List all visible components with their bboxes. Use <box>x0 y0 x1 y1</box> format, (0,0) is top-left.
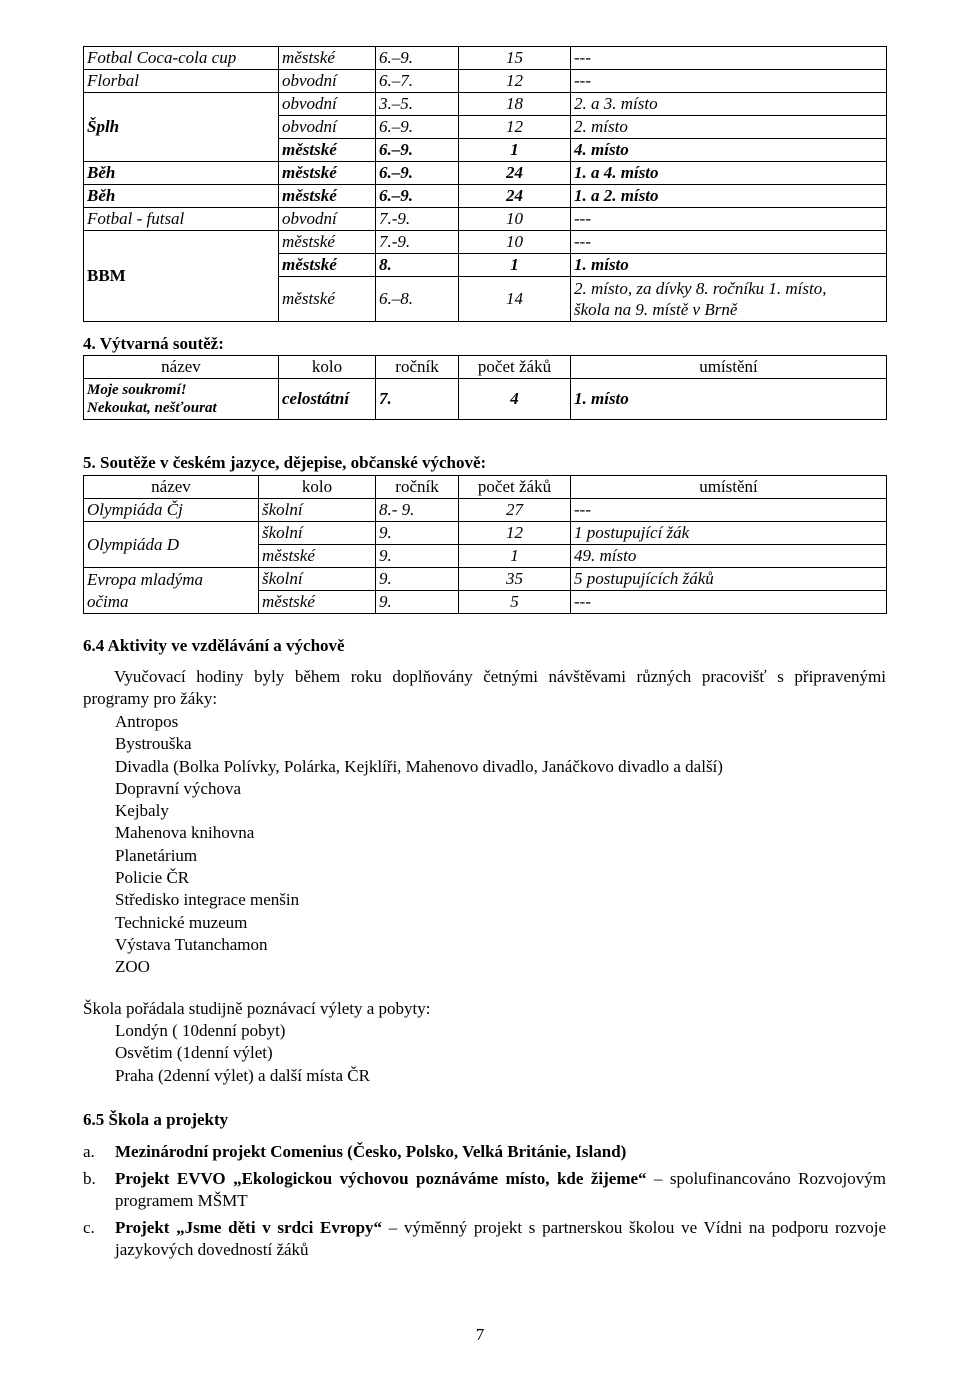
cell-umisteni: 4. místo <box>571 139 887 162</box>
project-description: – výměnný projekt s partnerskou školou ve Vídni na podporu rozvoje jazykových dovedností žáků <box>115 1218 886 1259</box>
activities-list <box>115 711 723 979</box>
table-header-row <box>84 356 887 379</box>
cell-pocet: 12 <box>459 522 571 545</box>
cell-kolo: městské <box>279 139 376 162</box>
cell-rocnik: 6.–9. <box>376 47 459 70</box>
list-item: Londýn ( 10denní pobyt) <box>115 1021 286 1040</box>
header-kolo: kolo <box>279 356 376 379</box>
cell-pocet: 4 <box>459 379 571 420</box>
cell-pocet: 5 <box>459 591 571 614</box>
list-item <box>83 1217 886 1261</box>
list-item <box>83 1168 886 1212</box>
cell-pocet: 12 <box>459 116 571 139</box>
cell-kolo: obvodní <box>279 116 376 139</box>
sports-table <box>83 46 887 322</box>
cell-rocnik: 3.–5. <box>376 93 459 116</box>
cell-rocnik: 8.- 9. <box>376 499 459 522</box>
cell-kolo: celostátní <box>279 379 376 420</box>
cell-rocnik: 6.–9. <box>376 185 459 208</box>
cell-kolo: obvodní <box>279 208 376 231</box>
table-row <box>84 231 887 254</box>
cell-rocnik: 6.–8. <box>376 277 459 322</box>
project-title: Projekt EVVO „Ekologickou výchovou poznáváme místo, kde žijeme“ <box>115 1169 647 1188</box>
trips-list <box>115 1020 370 1087</box>
list-item: Výstava Tutanchamon <box>115 934 268 954</box>
cell-pocet: 1 <box>459 545 571 568</box>
header-rocnik: ročník <box>376 476 459 499</box>
name-line: Nekoukat, nešťourat <box>87 400 217 416</box>
list-item: Technické muzeum <box>115 912 248 932</box>
section-6-5-title: 6.5 Škola a projekty <box>83 1110 229 1129</box>
cell-kolo: městské <box>259 591 376 614</box>
cell-name: Florbal <box>84 70 279 93</box>
cell-umisteni: 49. místo <box>571 545 887 568</box>
cell-umisteni: 5 postupujících žáků <box>571 568 887 591</box>
cell-rocnik: 6.–9. <box>376 162 459 185</box>
cell-umisteni <box>571 277 887 322</box>
cell-rocnik: 8. <box>376 254 459 277</box>
cell-umisteni: --- <box>571 70 887 93</box>
cell-umisteni: 1. místo <box>571 379 887 420</box>
cell-pocet: 24 <box>459 162 571 185</box>
list-marker: b. <box>83 1169 96 1188</box>
list-item: Bystrouška <box>115 734 192 754</box>
cell-kolo: obvodní <box>279 70 376 93</box>
list-item: Kejbaly <box>115 801 169 821</box>
cell-pocet: 12 <box>459 70 571 93</box>
table-row <box>84 499 887 522</box>
section-5-title: 5. Soutěže v českém jazyce, dějepise, občanské výchově: <box>83 453 487 472</box>
table-row <box>84 208 887 231</box>
umisteni-line: 2. místo, za dívky 8. ročníku 1. místo, <box>574 279 827 298</box>
project-title: Projekt „Jsme děti v srdci Evropy“ <box>115 1218 383 1237</box>
cell-umisteni: --- <box>571 231 887 254</box>
projects-list <box>83 1141 886 1266</box>
list-item: Policie ČR <box>115 868 190 888</box>
table-row <box>84 568 887 591</box>
cell-rocnik: 6.–9. <box>376 116 459 139</box>
cell-umisteni: --- <box>571 208 887 231</box>
list-item: ZOO <box>115 957 150 977</box>
cell-pocet: 1 <box>459 254 571 277</box>
project-description: – spolufinancováno Rozvojovým programem MŠMT <box>115 1169 886 1210</box>
cell-umisteni: --- <box>571 47 887 70</box>
name-line: Evropa mladýma <box>87 569 203 589</box>
project-title: Mezinárodní projekt Comenius (Česko, Polsko, Velká Británie, Island) <box>115 1142 627 1161</box>
cell-umisteni: 2. místo <box>571 116 887 139</box>
table-row <box>84 162 887 185</box>
cell-name: Fotbal - futsal <box>84 208 279 231</box>
cell-name <box>84 568 259 614</box>
cell-rocnik: 9. <box>376 522 459 545</box>
cell-rocnik: 9. <box>376 545 459 568</box>
cell-kolo: školní <box>259 499 376 522</box>
list-item: Praha (2denní výlet) a další místa ČR <box>115 1065 370 1085</box>
table-row <box>84 379 887 420</box>
cell-pocet: 27 <box>459 499 571 522</box>
list-item: Osvětim (1denní výlet) <box>115 1043 273 1063</box>
activities-intro: Vyučovací hodiny byly během roku doplňovány četnými návštěvami různých pracovišť s připravenými programy pro žáky: <box>83 667 886 708</box>
header-pocet: počet žáků <box>459 356 571 379</box>
table-row <box>84 522 887 545</box>
cell-kolo: městské <box>279 47 376 70</box>
cell-kolo: městské <box>279 277 376 322</box>
list-item: Středisko integrace menšin <box>115 890 300 910</box>
cell-kolo: školní <box>259 522 376 545</box>
header-umisteni: umístění <box>571 476 887 499</box>
cell-kolo: městské <box>279 231 376 254</box>
cell-rocnik: 7.-9. <box>376 208 459 231</box>
cell-umisteni: --- <box>571 591 887 614</box>
cell-kolo: městské <box>279 185 376 208</box>
list-item: Dopravní výchova <box>115 778 242 798</box>
cell-name: Fotbal Coca-cola cup <box>84 47 279 70</box>
header-kolo: kolo <box>259 476 376 499</box>
section-4-title: 4. Výtvarná soutěž: <box>83 334 224 353</box>
list-marker: a. <box>83 1142 95 1161</box>
umisteni-line: škola na 9. místě v Brně <box>574 300 738 319</box>
cell-rocnik: 6.–7. <box>376 70 459 93</box>
cell-rocnik: 9. <box>376 568 459 591</box>
page-number: 7 <box>475 1325 485 1344</box>
cell-name: Běh <box>84 185 279 208</box>
list-item: Divadla (Bolka Polívky, Polárka, Kejklíři, Mahenovo divadlo, Janáčkovo divadlo a další) <box>115 756 723 776</box>
cell-name: BBM <box>84 231 279 322</box>
cell-rocnik: 9. <box>376 591 459 614</box>
header-umisteni: umístění <box>571 356 887 379</box>
cell-name <box>84 379 279 420</box>
cell-pocet: 10 <box>459 231 571 254</box>
list-marker: c. <box>83 1218 95 1237</box>
cell-pocet: 35 <box>459 568 571 591</box>
table-row <box>84 70 887 93</box>
cell-umisteni: --- <box>571 499 887 522</box>
list-item: Antropos <box>115 712 179 731</box>
header-nazev: název <box>84 356 279 379</box>
cell-name: Šplh <box>84 93 279 162</box>
art-table <box>83 355 887 420</box>
header-pocet: počet žáků <box>459 476 571 499</box>
cell-name: Olympiáda Čj <box>84 499 259 522</box>
name-line: očima <box>87 591 129 611</box>
cell-rocnik: 6.–9. <box>376 139 459 162</box>
language-table <box>83 475 887 614</box>
cell-rocnik: 7.-9. <box>376 231 459 254</box>
cell-kolo: městské <box>279 162 376 185</box>
table-header-row <box>84 476 887 499</box>
cell-pocet: 24 <box>459 185 571 208</box>
cell-pocet: 15 <box>459 47 571 70</box>
list-item <box>83 1141 886 1163</box>
header-rocnik: ročník <box>376 356 459 379</box>
list-item: Planetárium <box>115 845 198 865</box>
table-row <box>84 185 887 208</box>
cell-pocet: 14 <box>459 277 571 322</box>
cell-pocet: 1 <box>459 139 571 162</box>
header-nazev: název <box>84 476 259 499</box>
cell-umisteni: 1. a 4. místo <box>571 162 887 185</box>
cell-kolo: městské <box>259 545 376 568</box>
cell-kolo: městské <box>279 254 376 277</box>
trips-intro: Škola pořádala studijně poznávací výlety a pobyty: <box>83 999 431 1018</box>
list-item: Mahenova knihovna <box>115 823 255 843</box>
cell-kolo: obvodní <box>279 93 376 116</box>
cell-kolo: školní <box>259 568 376 591</box>
section-6-4-title: 6.4 Aktivity ve vzdělávání a výchově <box>83 636 345 655</box>
cell-name: Běh <box>84 162 279 185</box>
cell-pocet: 18 <box>459 93 571 116</box>
cell-umisteni: 2. a 3. místo <box>571 93 887 116</box>
name-line: Moje soukromí! <box>87 382 187 398</box>
cell-umisteni: 1. místo <box>571 254 887 277</box>
cell-umisteni: 1 postupující žák <box>571 522 887 545</box>
table-row <box>84 93 887 116</box>
cell-pocet: 10 <box>459 208 571 231</box>
cell-rocnik: 7. <box>376 379 459 420</box>
cell-name: Olympiáda D <box>84 522 259 568</box>
table-row <box>84 47 887 70</box>
cell-umisteni: 1. a 2. místo <box>571 185 887 208</box>
